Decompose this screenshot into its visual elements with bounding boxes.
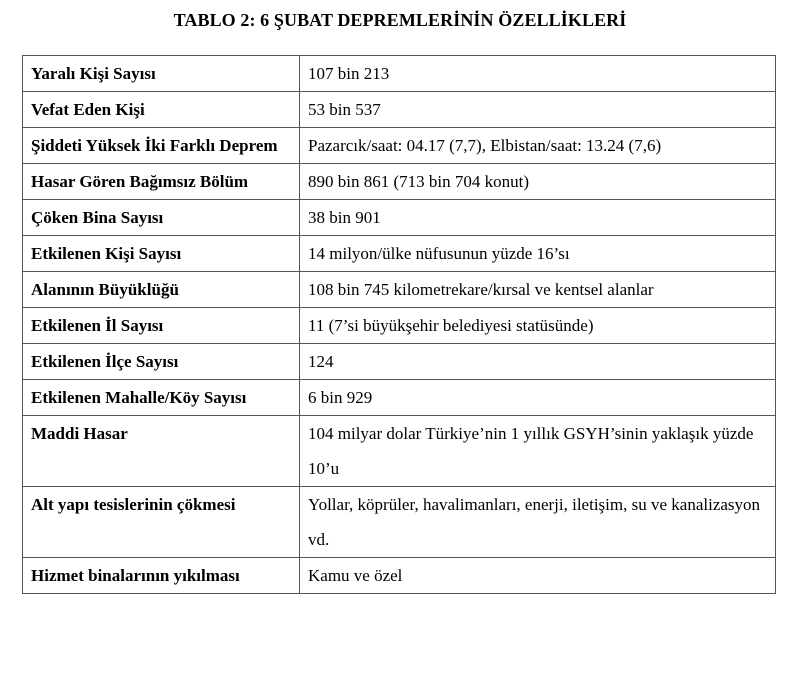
- row-label: Alanının Büyüklüğü: [23, 272, 300, 308]
- row-label: Çöken Bina Sayısı: [23, 200, 300, 236]
- row-value: 104 milyar dolar Türkiye’nin 1 yıllık GSYH’sinin yaklaşık yüzde 10’u: [300, 416, 776, 487]
- table-row: [23, 487, 776, 558]
- table-row: [23, 272, 776, 308]
- table-row: [23, 128, 776, 164]
- table-row: [23, 56, 776, 92]
- table-row: [23, 558, 776, 594]
- table-title: TABLO 2: 6 ŞUBAT DEPREMLERİNİN ÖZELLİKLERİ: [173, 10, 627, 30]
- row-value: 11 (7’si büyükşehir belediyesi statüsünde): [300, 308, 776, 344]
- row-value: 890 bin 861 (713 bin 704 konut): [300, 164, 776, 200]
- row-label: Etkilenen İlçe Sayısı: [23, 344, 300, 380]
- row-value: 6 bin 929: [300, 380, 776, 416]
- table-row: [23, 236, 776, 272]
- row-label: Hizmet binalarının yıkılması: [23, 558, 300, 594]
- table-row: [23, 344, 776, 380]
- row-value: 53 bin 537: [300, 92, 776, 128]
- row-label: Alt yapı tesislerinin çökmesi: [23, 487, 300, 558]
- row-value: 124: [300, 344, 776, 380]
- row-value: Yollar, köprüler, havalimanları, enerji, iletişim, su ve kanalizasyon vd.: [300, 487, 776, 558]
- table-row: [23, 92, 776, 128]
- row-label: Etkilenen İl Sayısı: [23, 308, 300, 344]
- table-row: [23, 200, 776, 236]
- row-value: 107 bin 213: [300, 56, 776, 92]
- row-value: 14 milyon/ülke nüfusunun yüzde 16’sı: [300, 236, 776, 272]
- row-label: Hasar Gören Bağımsız Bölüm: [23, 164, 300, 200]
- row-label: Etkilenen Kişi Sayısı: [23, 236, 300, 272]
- row-value: 38 bin 901: [300, 200, 776, 236]
- table-row: [23, 380, 776, 416]
- table-row: [23, 164, 776, 200]
- table-row: [23, 416, 776, 487]
- row-label: Vefat Eden Kişi: [23, 92, 300, 128]
- row-label: Yaralı Kişi Sayısı: [23, 56, 300, 92]
- row-value: Pazarcık/saat: 04.17 (7,7), Elbistan/saat: 13.24 (7,6): [300, 128, 776, 164]
- table-row: [23, 308, 776, 344]
- row-value: Kamu ve özel: [300, 558, 776, 594]
- row-label: Etkilenen Mahalle/Köy Sayısı: [23, 380, 300, 416]
- row-label: Maddi Hasar: [23, 416, 300, 487]
- row-label: Şiddeti Yüksek İki Farklı Deprem: [23, 128, 300, 164]
- earthquake-features-table: [22, 55, 776, 594]
- row-value: 108 bin 745 kilometrekare/kırsal ve kentsel alanlar: [300, 272, 776, 308]
